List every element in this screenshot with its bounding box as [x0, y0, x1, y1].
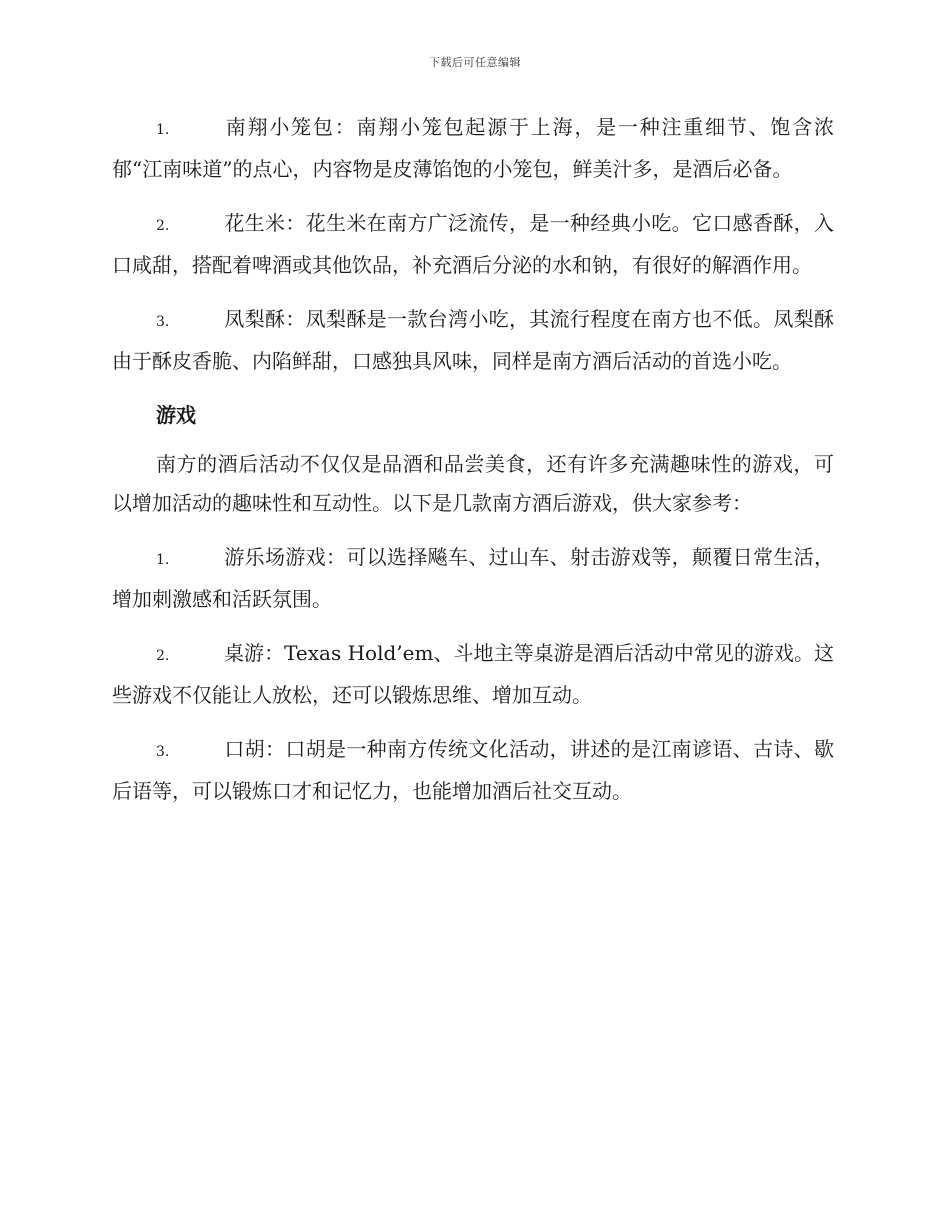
list-number: 2.	[156, 218, 170, 234]
list-item-text: 凤梨酥：凤梨酥是一款台湾小吃，其流行程度在南方也不低。凤梨酥由于酥皮香脆、内陷鲜甜，口感独具风味，同样是南方酒后活动的首选小吃。	[112, 307, 834, 373]
game-list-item	[112, 634, 834, 715]
games-intro-paragraph: 南方的酒后活动不仅仅是品酒和品尝美食，还有许多充满趣味性的游戏，可以增加活动的趣味性和互动性。以下是几款南方酒后游戏，供大家参考：	[112, 452, 834, 515]
list-number: 3.	[156, 744, 170, 760]
food-list-item	[112, 204, 834, 285]
list-number: 2.	[156, 648, 170, 664]
document-body	[112, 108, 834, 826]
list-number: 1.	[156, 552, 170, 568]
list-item-text: 桌游：Texas Hold’em、斗地主等桌游是酒后活动中常见的游戏。这些游戏不仅能让人放松，还可以锻炼思维、增加互动。	[112, 641, 834, 707]
list-item-text: 花生米：花生米在南方广泛流传，是一种经典小吃。它口感香酥，入口咸甜，搭配着啤酒或其他饮品，补充酒后分泌的水和钠，有很好的解酒作用。	[112, 211, 834, 277]
section-heading-games: 游戏	[156, 403, 196, 427]
list-item-text: 游乐场游戏：可以选择飚车、过山车、射击游戏等，颠覆日常生活，增加刺激感和活跃氛围。	[112, 545, 834, 611]
game-list-item	[112, 730, 834, 811]
list-number: 1.	[156, 122, 170, 138]
food-list-item	[112, 108, 834, 189]
page-header: 下载后可任意编辑	[429, 56, 521, 69]
game-list-item	[112, 538, 834, 619]
list-item-text: 南翔小笼包：南翔小笼包起源于上海，是一种注重细节、饱含浓郁“江南味道”的点心，内容物是皮薄馅饱的小笼包，鲜美汁多，是酒后必备。	[112, 115, 834, 181]
list-number: 3.	[156, 314, 170, 330]
food-list-item	[112, 300, 834, 381]
list-item-text: 口胡：口胡是一种南方传统文化活动，讲述的是江南谚语、古诗、歇后语等，可以锻炼口才和记忆力，也能增加酒后社交互动。	[112, 737, 834, 803]
